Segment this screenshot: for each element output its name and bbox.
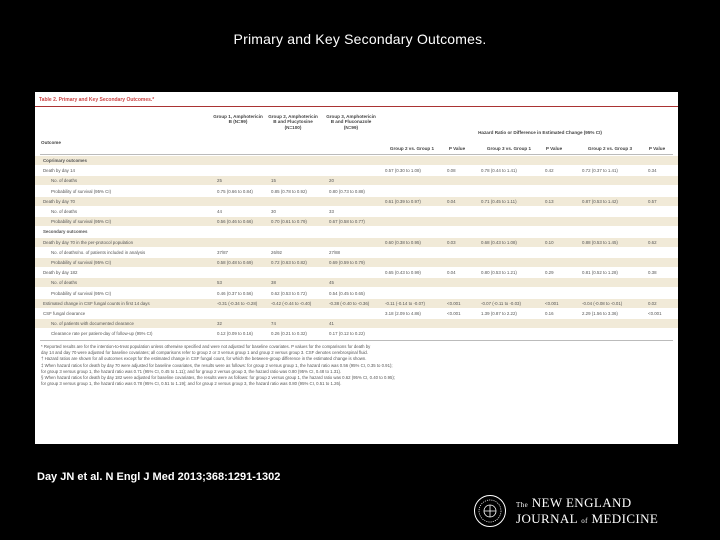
footnote: ‡ When hazard ratios for death by day 70 were adjusted for baseline covariates, the results were as follows: for group 2 versus group 1, the hazard ratio was 0.56 (95% CI, 0.35 to 0.91); [41, 362, 393, 368]
cell-p2: 0.29 [545, 270, 554, 276]
col-group1: Group 1, Amphotericin B (N=99) [213, 114, 263, 125]
nejm-seal-icon [473, 494, 507, 528]
table-row [35, 329, 678, 338]
cell-p3: 0.34 [648, 168, 657, 174]
row-label: Estimated change in CSF fungal counts in first 14 days [43, 300, 150, 306]
table-row [35, 156, 678, 165]
col-outcome: Outcome [41, 140, 61, 145]
cell-g2: 38 [271, 280, 276, 286]
cell-g1: 32 [217, 321, 222, 327]
cell-c31: 0.78 (0.44 to 1.41) [481, 168, 517, 174]
cell-c31: 1.39 (0.87 to 2.22) [481, 311, 517, 316]
table-row [35, 197, 678, 206]
col-g3-vs-g1: Group 3 vs. Group 1 [486, 146, 532, 151]
cell-c31: 0.80 (0.53 to 1.21) [481, 270, 517, 276]
cell-g3: 0.54 (0.45 to 0.65) [329, 290, 365, 296]
cell-g3: 20 [329, 178, 334, 184]
cell-c21: 0.57 (0.30 to 1.08) [385, 168, 421, 174]
cell-g3: 0.67 (0.58 to 0.77) [329, 219, 365, 225]
cell-p2: 0.16 [545, 311, 554, 316]
table-label: Table 2. Primary and Key Secondary Outcomes.* [39, 97, 155, 103]
table-row [35, 176, 678, 185]
cell-p3: 0.62 [648, 239, 657, 245]
cell-g1: 0.58 (0.48 to 0.69) [217, 260, 253, 265]
cell-g1: 25 [217, 178, 222, 184]
cell-c23: 2.29 (1.56 to 3.36) [582, 311, 618, 316]
cell-g2: 0.62 (0.53 to 0.72) [271, 290, 307, 296]
journal-name-line1: The NEW ENGLAND [516, 495, 632, 510]
cell-c21: -0.11 (-0.14 to -0.07) [385, 300, 425, 306]
slide-title: Primary and Key Secondary Outcomes. [233, 31, 487, 47]
row-label: Death by day 70 in the per-protocol population [43, 239, 134, 245]
col-p2: P Value [545, 146, 563, 151]
table-header-rule [35, 106, 678, 107]
cell-c23: 0.81 (0.52 to 1.28) [582, 270, 618, 276]
row-label: Death by day 70 [43, 198, 75, 204]
cell-g2: 0.72 (0.63 to 0.82) [271, 260, 307, 265]
cell-c21: 0.60 (0.38 to 0.95) [385, 239, 421, 245]
cell-g3: 45 [329, 280, 334, 286]
cell-p3: 0.02 [648, 300, 657, 306]
cell-g1: -0.31 (-0.34 to -0.28) [217, 300, 258, 306]
cell-g3: -0.38 (-0.40 to -0.36) [329, 300, 370, 306]
outcomes-table-image [35, 92, 678, 444]
cell-g1: 44 [217, 209, 222, 214]
table-row [35, 268, 678, 277]
cell-c31: -0.07 (-0.11 to -0.03) [481, 300, 521, 306]
cell-p1: <0.001 [447, 300, 461, 306]
col-p3: P Value [648, 146, 666, 151]
cell-g2: 74 [271, 321, 276, 327]
row-label: Probability of survival (95% CI) [51, 219, 112, 225]
citation: Day JN et al. N Engl J Med 2013;368:1291-1302 [37, 471, 281, 483]
row-label: No. of patients with documented clearance [51, 321, 134, 327]
footnote: day 14 and day 70 were adjusted for baseline covariates; all comparisons refer to group 2 or 3 versus group 1 and group 2 versus group 3. CSF denotes cerebrospinal fluid. [41, 350, 368, 356]
table-row [35, 299, 678, 308]
cell-c23: 0.72 (0.37 to 1.41) [582, 168, 618, 174]
cell-p1: 0.04 [447, 270, 456, 276]
cell-g3: 0.17 (0.12 to 0.22) [329, 331, 365, 337]
cell-p2: 0.42 [545, 168, 554, 174]
row-label: Probability of survival (95% CI) [51, 290, 112, 296]
footnote: § When hazard ratios for death by day 182 were adjusted for baseline covariates, the results were as follows: for group 2 versus group 1, the hazard ratio was 0.62 (95% CI, 0.40 to 0.95); [41, 375, 395, 381]
cell-c31: 0.71 (0.45 to 1.11) [481, 198, 517, 204]
cell-p2: 0.10 [545, 239, 554, 245]
row-label: CSF fungal clearance [43, 311, 86, 316]
footnote: * Reported results are for the intention-to-treat population unless otherwise specified and were not adjusted for baseline covariates. P values for the comparisons for death by [41, 344, 371, 349]
table-row [35, 207, 678, 216]
cell-p2: <0.001 [545, 300, 559, 306]
cell-g2: 26/92 [271, 249, 282, 255]
col-g2-vs-g3: Group 2 vs. Group 3 [587, 146, 633, 151]
cell-g3: 33 [329, 209, 334, 214]
col-g2-vs-g1: Group 2 vs. Group 1 [389, 146, 435, 151]
table-row [35, 217, 678, 226]
cell-g2: 0.26 (0.21 to 0.32) [271, 331, 307, 337]
table-row [35, 289, 678, 298]
row-label: No. of deaths/no. of patients included in analysis [51, 249, 146, 255]
table-row [35, 309, 678, 318]
col-hr-header: Hazard Ratio or Difference in Estimated Change (95% CI) [478, 130, 602, 135]
row-label: Secondary outcomes [43, 229, 88, 235]
cell-g3: 0.69 (0.59 to 0.79) [329, 260, 365, 265]
cell-g2: 15 [271, 178, 276, 184]
col-p1: P Value [448, 146, 466, 151]
cell-g3: 27/88 [329, 249, 340, 255]
footnote: † Hazard ratios are shown for all outcomes except for the estimated change in CSF fungal count, for which the between-group difference in the estimated change is shown. [41, 356, 367, 362]
row-label: Probability of survival (95% CI) [51, 188, 112, 194]
cell-g1: 0.75 (0.66 to 0.84) [217, 188, 253, 194]
cell-g1: 37/87 [217, 249, 228, 255]
cell-c23: 0.88 (0.53 to 1.45) [582, 239, 618, 245]
col-group2: Group 2, Amphotericin B and Flucytosine (N=100) [268, 114, 318, 130]
cell-p3: <0.001 [648, 311, 662, 316]
row-label: No. of deaths [51, 178, 78, 184]
row-label: Death by day 182 [43, 270, 78, 276]
cell-p3: 0.57 [648, 198, 657, 204]
table-row [35, 227, 678, 236]
row-label: Clearance rate per patient-day of follow-up (95% CI) [51, 331, 153, 337]
cell-c23: 0.87 (0.53 to 1.42) [582, 198, 618, 204]
cell-c21: 3.18 (2.09 to 4.86) [385, 311, 421, 316]
cell-g2: 30 [271, 209, 276, 214]
nejm-logo [473, 494, 693, 530]
cell-g1: 0.46 (0.37 to 0.56) [217, 290, 253, 296]
cell-g3: 41 [329, 321, 334, 327]
col-group3: Group 3, Amphotericin B and Fluconazole (N=99) [326, 114, 376, 130]
cell-g2: 0.70 (0.61 to 0.79) [271, 219, 307, 225]
cell-c21: 0.65 (0.43 to 0.99) [385, 270, 421, 276]
table-row [35, 187, 678, 196]
table-row [35, 166, 678, 175]
cell-p1: 0.04 [447, 198, 456, 204]
cell-g2: -0.42 (-0.44 to -0.40) [271, 300, 312, 306]
cell-c21: 0.61 (0.39 to 0.97) [385, 198, 421, 204]
row-label: No. of deaths [51, 209, 78, 214]
cell-p1: <0.001 [447, 311, 461, 316]
row-label: Probability of survival (95% CI) [51, 260, 112, 265]
cell-p2: 0.13 [545, 198, 554, 204]
cell-g1: 0.56 (0.46 to 0.66) [217, 219, 253, 225]
table-row [35, 319, 678, 328]
cell-p3: 0.38 [648, 270, 657, 276]
cell-p1: 0.08 [447, 168, 456, 174]
table-row [35, 278, 678, 287]
cell-c31: 0.68 (0.43 to 1.08) [481, 239, 517, 245]
cell-c23: -0.04 (-0.08 to -0.01) [582, 300, 623, 306]
row-label: No. of deaths [51, 280, 78, 286]
journal-name-line2: JOURNAL of MEDICINE [516, 511, 659, 526]
footnote: for group 3 versus group 1, the hazard ratio was 0.78 (95% CI, 0.51 to 1.19); and for group 2 versus group 3, the hazard ratio was 0.80 (95% CI, 0.51 to 1.26). [41, 381, 342, 387]
cell-g2: 0.85 (0.78 to 0.92) [271, 188, 307, 194]
cell-g1: 0.12 (0.09 to 0.16) [217, 331, 253, 337]
footer-rule [40, 340, 673, 341]
cell-p1: 0.03 [447, 239, 456, 245]
table-footnotes [41, 344, 671, 387]
table-row [35, 238, 678, 247]
footnote: for group 3 versus group 1, the hazard ratio was 0.71 (95% CI, 0.45 to 1.11); and for group 2 versus group 3, the hazard ratio was 0.80 (95% CI, 0.48 to 1.31). [41, 368, 342, 374]
cell-g3: 0.80 (0.73 to 0.88) [329, 188, 365, 194]
cell-g1: 53 [217, 280, 222, 286]
table-row [35, 258, 678, 267]
row-label: Coprimary outcomes [43, 158, 87, 163]
header-rule [40, 154, 673, 155]
row-label: Death by day 14 [43, 168, 75, 174]
table-row [35, 248, 678, 257]
